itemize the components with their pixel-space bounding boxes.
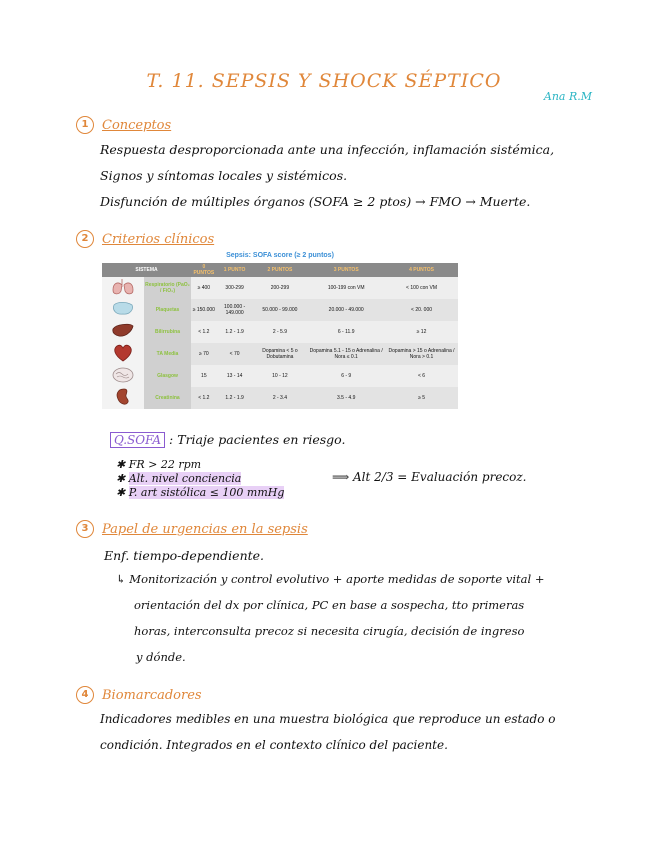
cell: 100.000 - 149.000 xyxy=(217,299,253,321)
section-urgencias xyxy=(76,520,308,538)
page-title: T. 11. SEPSIS Y SHOCK SÉPTICO xyxy=(146,70,502,92)
table-row xyxy=(102,387,458,409)
author-signature: Ana R.M xyxy=(543,90,592,103)
cell: 15 xyxy=(191,365,217,387)
qsofa-item-text: P. art sistólica ≤ 100 mmHg xyxy=(128,486,285,499)
cell: Dopamina > 15 o Adrenalina / Nora > 0.1 xyxy=(385,343,458,365)
sofa-table-title: Sepsis: SOFA score (≥ 2 puntos) xyxy=(226,252,334,259)
section-title: Conceptos xyxy=(102,117,172,133)
conceptos-line: Disfunción de múltiples órganos (SOFA ≥ 2 ptos) → FMO → Muerte. xyxy=(100,194,531,209)
cell: 1.2 - 1.9 xyxy=(217,387,253,409)
qsofa-item: ✱ P. art sistólica ≤ 100 mmHg xyxy=(116,486,285,499)
cell: 10 - 12 xyxy=(253,365,308,387)
section-number: 4 xyxy=(76,686,94,704)
cell: 2 - 3.4 xyxy=(253,387,308,409)
kidney-icon xyxy=(102,387,144,409)
qsofa-description: : Triaje pacientes en riesgo. xyxy=(169,432,346,447)
system-label: Bilirrubina xyxy=(144,321,191,343)
cell: 300-299 xyxy=(217,277,253,299)
liver-icon xyxy=(102,321,144,343)
cell: < 70 xyxy=(217,343,253,365)
section-biomarcadores xyxy=(76,686,202,704)
header-3-puntos: 3 PUNTOS xyxy=(307,263,385,277)
section-number: 2 xyxy=(76,230,94,248)
qsofa-result: ⟹ Alt 2/3 = Evaluación precoz. xyxy=(332,470,527,484)
conceptos-line: Signos y síntomas locales y sistémicos. xyxy=(100,168,348,183)
header-4-puntos: 4 PUNTOS xyxy=(385,263,458,277)
header-sistema: SISTEMA xyxy=(102,263,191,277)
cell: ≥ 5 xyxy=(385,387,458,409)
urgencias-line: ↳ Monitorización y control evolutivo + aporte medidas de soporte vital + xyxy=(116,572,545,586)
urgencias-line: Enf. tiempo-dependiente. xyxy=(104,548,265,563)
brain-icon xyxy=(102,365,144,387)
section-criterios xyxy=(76,230,214,248)
urgencias-line: orientación del dx por clínica, PC en base a sospecha, tto primeras xyxy=(134,598,525,612)
header-1-punto: 1 PUNTO xyxy=(217,263,253,277)
header-2-puntos: 2 PUNTOS xyxy=(253,263,308,277)
lungs-icon xyxy=(102,277,144,299)
table-row xyxy=(102,321,458,343)
section-title: Biomarcadores xyxy=(102,687,202,703)
table-row xyxy=(102,343,458,365)
biomarcadores-line: Indicadores medibles en una muestra biológica que reproduce un estado o xyxy=(100,712,556,726)
cell: < 1.2 xyxy=(191,321,217,343)
cell: 6 - 9 xyxy=(307,365,385,387)
cell: Dopamina < 5 o Dobutamina xyxy=(253,343,308,365)
cell: 3.5 - 4.9 xyxy=(307,387,385,409)
cell: 1.2 - 1.9 xyxy=(217,321,253,343)
platelets-icon xyxy=(102,299,144,321)
cell: 50.000 - 99.000 xyxy=(253,299,308,321)
header-0-puntos: 0 PUNTOS xyxy=(191,263,217,277)
section-conceptos xyxy=(76,116,171,134)
biomarcadores-line: condición. Integrados en el contexto clínico del paciente. xyxy=(100,738,448,752)
cell: < 6 xyxy=(385,365,458,387)
cell: ≥ 70 xyxy=(191,343,217,365)
conceptos-line: Respuesta desproporcionada ante una infección, inflamación sistémica, xyxy=(100,142,555,157)
cell: 20.000 - 49.000 xyxy=(307,299,385,321)
cell: 200-299 xyxy=(253,277,308,299)
qsofa-label: Q.SOFA xyxy=(110,432,165,448)
system-label: Respiratorio (PaO₂ / FiO₂) xyxy=(144,277,191,299)
cell: 100-199 con VM xyxy=(307,277,385,299)
cell: ≥ 400 xyxy=(191,277,217,299)
cell: Dopamina 5.1 - 15 o Adrenalina / Nora ≤ 0.1 xyxy=(307,343,385,365)
urgencias-line: y dónde. xyxy=(136,650,186,664)
table-row xyxy=(102,277,458,299)
section-title: Criterios clínicos xyxy=(102,231,215,247)
cell: 13 - 14 xyxy=(217,365,253,387)
section-title: Papel de urgencias en la sepsis xyxy=(102,521,308,537)
table-row xyxy=(102,299,458,321)
cell: ≥ 12 xyxy=(385,321,458,343)
system-label: Creatinina xyxy=(144,387,191,409)
cell: < 1.2 xyxy=(191,387,217,409)
cell: < 100 con VM xyxy=(385,277,458,299)
qsofa-item-text: FR > 22 rpm xyxy=(128,458,202,471)
cell: < 20. 000 xyxy=(385,299,458,321)
cell: 6 - 11.9 xyxy=(307,321,385,343)
sofa-table xyxy=(102,252,458,409)
cell: ≥ 150.000 xyxy=(191,299,217,321)
urgencias-line: horas, interconsulta precoz si necesita cirugía, decisión de ingreso xyxy=(134,624,525,638)
section-number: 3 xyxy=(76,520,94,538)
section-number: 1 xyxy=(76,116,94,134)
qsofa-item-text: Alt. nivel conciencia xyxy=(128,472,242,485)
system-label: Glasgow xyxy=(144,365,191,387)
qsofa-item: ✱ Alt. nivel conciencia xyxy=(116,472,242,485)
system-label: Plaquetas xyxy=(144,299,191,321)
cell: 2 - 5.9 xyxy=(253,321,308,343)
table-row xyxy=(102,365,458,387)
heart-icon xyxy=(102,343,144,365)
qsofa-line xyxy=(110,432,345,448)
system-label: TA Media xyxy=(144,343,191,365)
qsofa-item: ✱ FR > 22 rpm xyxy=(116,458,202,471)
